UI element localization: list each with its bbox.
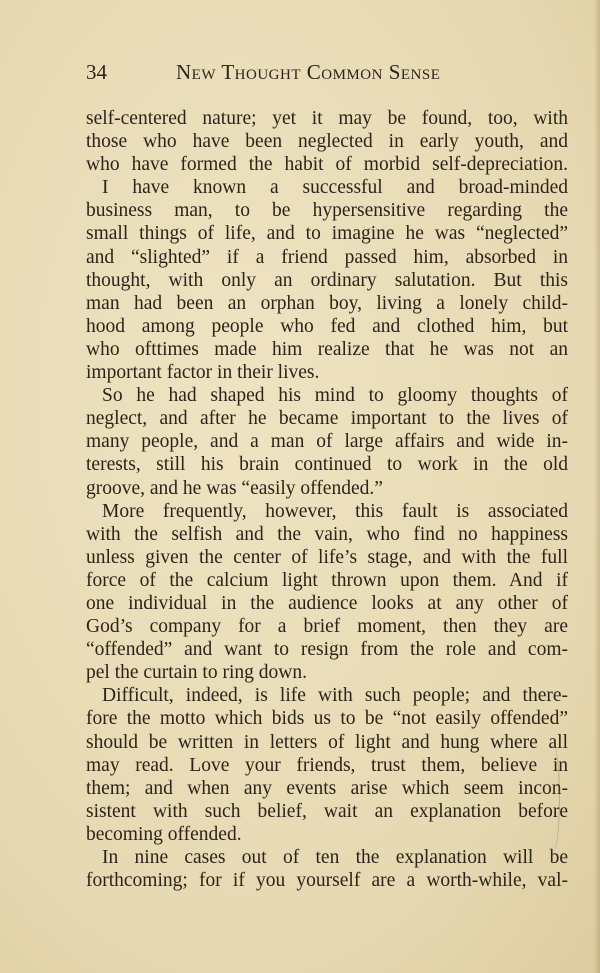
text-line: God’s company for a brief moment, then they are [86, 616, 568, 638]
text-line: fore the motto which bids us to be “not easily offended” [86, 708, 568, 730]
text-line: Difficult, indeed, is life with such people; and there- [102, 685, 568, 707]
text-line: pel the curtain to ring down. [86, 662, 307, 684]
running-title: New Thought Common Sense [176, 60, 441, 84]
text-line: force of the calcium light thrown upon them. And if [86, 569, 568, 591]
text-line: should be written in letters of light and hung where all [86, 731, 568, 753]
text-line: forthcoming; for if you yourself are a worth-while, val- [86, 870, 568, 892]
text-line: those who have been neglected in early youth, and [86, 131, 568, 153]
text-line: sistent with such belief, wait an explanation before [86, 800, 568, 822]
text-line: In nine cases out of ten the explanation will be [102, 847, 568, 868]
text-line: hood among people who fed and clothed him, but [86, 315, 568, 337]
text-line: and “slighted” if a friend passed him, absorbed in [86, 246, 568, 268]
page-number: 34 [86, 60, 107, 84]
text-line: important factor in their lives. [86, 362, 320, 384]
text-line: may read. Love your friends, trust them, believe in [86, 754, 568, 776]
text-line: So he had shaped his mind to gloomy thoughts of [102, 385, 568, 407]
page-crease [545, 743, 560, 853]
running-header [86, 60, 486, 88]
text-line: one individual in the audience looks at any other of [86, 592, 568, 614]
text-line: unless given the center of life’s stage, and with the full [86, 546, 568, 568]
text-line: “offended” and want to resign from the role and com- [86, 639, 568, 661]
text-line: many people, and a man of large affairs and wide in- [86, 431, 568, 453]
text-line: thought, with only an ordinary salutation. But this [86, 269, 568, 291]
text-line: them; and when any events arise which seem incon- [86, 777, 568, 799]
text-line: terests, still his brain continued to work in the old [86, 454, 568, 476]
text-line: who have formed the habit of morbid self-depreciation. [86, 154, 568, 176]
text-line: man had been an orphan boy, living a lonely child- [86, 292, 568, 314]
text-line: I have known a successful and broad-minded [102, 177, 568, 199]
text-line: neglect, and after he became important to the lives of [86, 408, 568, 430]
text-line: More frequently, however, this fault is associated [102, 500, 568, 522]
text-line: self-centered nature; yet it may be found, too, with [86, 108, 568, 129]
page-body-text [86, 107, 568, 892]
text-line: small things of life, and to imagine he was “neglected” [86, 223, 568, 245]
page-edge-shadow [594, 0, 600, 973]
text-line: with the selfish and the vain, who find no happiness [86, 523, 568, 545]
text-line: becoming offended. [86, 823, 242, 845]
text-line: business man, to be hypersensitive regarding the [86, 200, 568, 222]
text-line: groove, and he was “easily offended.” [86, 477, 383, 499]
text-line: who ofttimes made him realize that he was not an [86, 338, 568, 360]
